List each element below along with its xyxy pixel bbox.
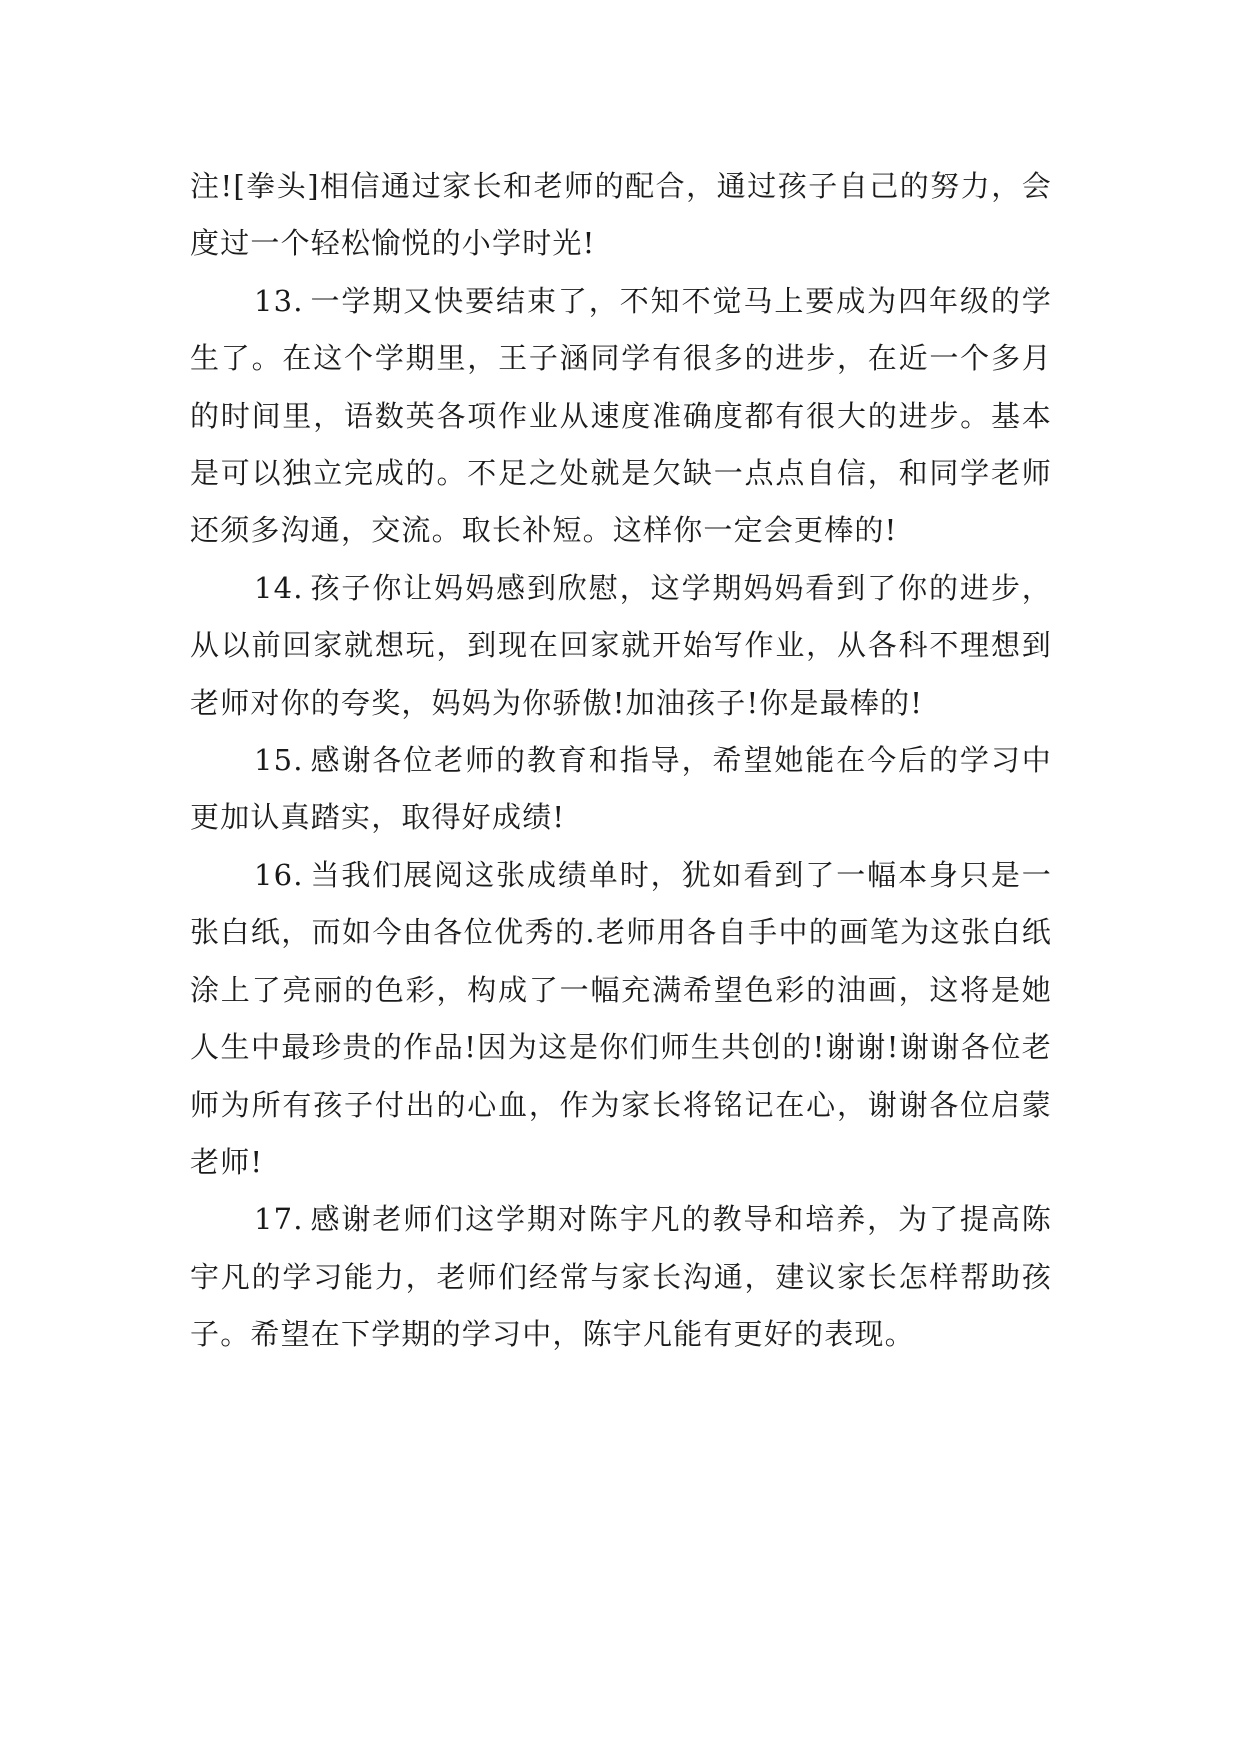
paragraph-text: 感谢各位老师的教育和指导，希望她能在今后的学习中更加认真踏实，取得好成绩!: [190, 743, 1052, 835]
paragraph-13: [190, 273, 1052, 560]
document-body: [190, 158, 1052, 1364]
paragraph-text: 当我们展阅这张成绩单时，犹如看到了一幅本身只是一张白纸，而如今由各位优秀的.老师用各自手中的画笔为这张白纸涂上了亮丽的色彩，构成了一幅充满希望色彩的油画，这将是她人生中最珍贵的作品!因为这是你们师生共创的!谢谢!谢谢各位老师为所有孩子付出的心血，作为家长将铭记在心，谢谢各位启蒙老师!: [190, 857, 1052, 1179]
paragraph-text: 注![拳头]相信通过家长和老师的配合，通过孩子自己的努力，会度过一个轻松愉悦的小学时光!: [190, 169, 1052, 261]
paragraph-number: 17.: [254, 1202, 304, 1237]
paragraph-continuation: [190, 158, 1052, 273]
paragraph-17: [190, 1191, 1052, 1363]
paragraph-15: [190, 732, 1052, 847]
paragraph-16: [190, 847, 1052, 1191]
paragraph-14: [190, 560, 1052, 732]
paragraph-text: 感谢老师们这学期对陈宇凡的教导和培养，为了提高陈宇凡的学习能力，老师们经常与家长沟通，建议家长怎样帮助孩子。希望在下学期的学习中，陈宇凡能有更好的表现。: [190, 1202, 1052, 1352]
paragraph-text: 孩子你让妈妈感到欣慰，这学期妈妈看到了你的进步，从以前回家就想玩，到现在回家就开始写作业，从各科不理想到老师对你的夸奖，妈妈为你骄傲!加油孩子!你是最棒的!: [190, 570, 1052, 720]
paragraph-text: 一学期又快要结束了，不知不觉马上要成为四年级的学生了。在这个学期里，王子涵同学有很多的进步，在近一个多月的时间里，语数英各项作业从速度准确度都有很大的进步。基本是可以独立完成的。不足之处就是欠缺一点点自信，和同学老师还须多沟通，交流。取长补短。这样你一定会更棒的!: [190, 283, 1052, 548]
paragraph-number: 13.: [254, 283, 304, 318]
paragraph-number: 14.: [254, 570, 304, 605]
paragraph-number: 16.: [254, 857, 304, 892]
paragraph-number: 15.: [254, 743, 304, 778]
